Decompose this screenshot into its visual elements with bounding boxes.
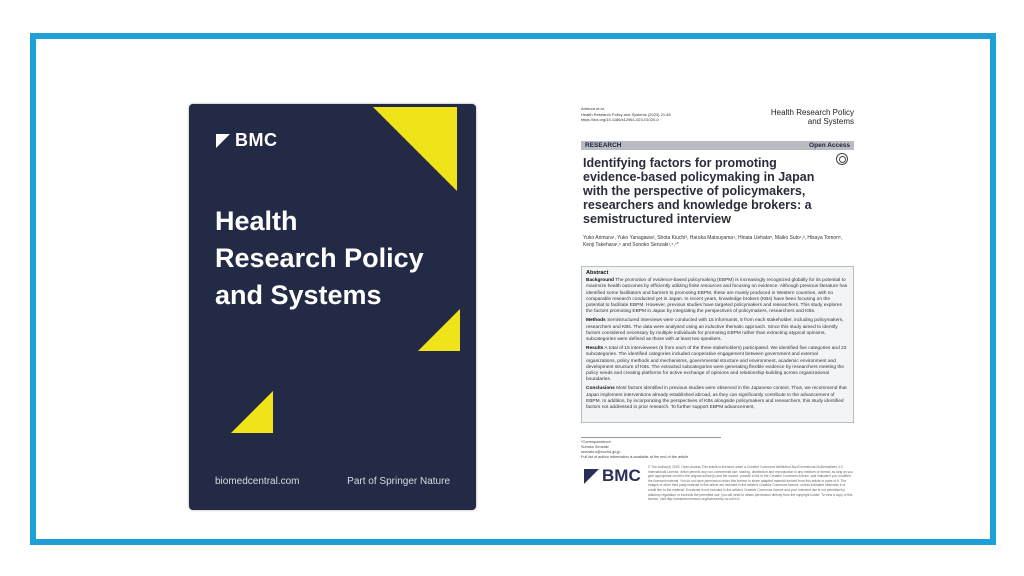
abstract-label: Background [586, 278, 614, 284]
cover-title [215, 203, 455, 314]
abstract-label: Conclusions [586, 386, 615, 392]
yellow-triangle-top [373, 107, 457, 191]
cover-publisher: Part of Springer Nature [347, 476, 450, 487]
abstract-text: Semistructured interviews were conducted with 15 informants, 5 from each stakeholder, including policymakers, researchers and KBs. The data were analysed using an inductive thematic approach. Since this study aimed to identify factors considered necessary by multiple individuals for promoting EBPM rather than extracting atypical opinions, subcategories were defined as those with at least two speakers. [586, 318, 844, 343]
abstract-section [586, 278, 849, 315]
article-journal-name: Health Research Policy and Systems [770, 108, 854, 126]
article-title: Identifying factors for promoting evidence-based policymaking in Japan with the perspective of policymakers, researchers and knowledge brokers: a semistructured interview [583, 156, 815, 226]
correspondence-footnote [581, 437, 721, 460]
cover-title-line: and Systems [215, 280, 382, 310]
abstract-section [586, 386, 849, 411]
article-authors: Yuko Arimura¹, Yuko Yanagawa², Shota Kiuchi³, Haruka Matsuyama⁴, Hinata Uehata⁵, Maiko Suto¹,², Hisaya Tomori⁶, Kenji Takehara¹,⁵ and Sonoko Senzaki¹,⁵,⁷* [583, 235, 843, 248]
yellow-triangle-lower [231, 391, 273, 433]
bmc-logo-icon [216, 134, 230, 148]
cover-bmc-logo [216, 130, 278, 151]
open-access-label: Open Access [809, 142, 850, 149]
cover-logo-text: BMC [235, 130, 278, 150]
article-meta [581, 106, 701, 123]
footnote-line: Sonoko Senzaki [581, 445, 609, 449]
check-for-updates-icon [836, 153, 848, 165]
footnote-line: Full list of author information is available at the end of the article [581, 455, 689, 459]
abstract-label: Results [586, 346, 604, 352]
journal-cover [189, 104, 476, 510]
abstract-section [586, 346, 849, 383]
article-logo-text: BMC [602, 466, 641, 485]
footnote-line: senzaki-s@ncchd.go.jp [581, 450, 621, 454]
abstract-text: A total of 15 interviewees (5 from each of the three stakeholders) participated. We identified five categories and 23 subcategories. The identified categories included cooperative engagement between government and external organizations, policy methods and mechanisms, governmental structure and environment, academic environment and development structure of KBs. The extracted subcategories were generating flexible evidence by researchers meeting the policy needs and creating platforms for active exchange of opinions and relationship-building across organizational boundaries. [586, 346, 847, 383]
article-page [580, 104, 858, 516]
section-label: RESEARCH [585, 142, 622, 149]
bmc-logo-icon [584, 469, 599, 484]
meta-doi: https://doi.org/10.1186/s12961-023-01020-0 [581, 117, 659, 122]
abstract-box [581, 266, 854, 423]
section-bar [581, 141, 854, 150]
yellow-triangle-middle [418, 309, 460, 351]
cover-site-url: biomedcentral.com [215, 476, 300, 487]
meta-citation: Health Research Policy and Systems (2023) 21:48 [581, 111, 671, 117]
abstract-section [586, 318, 849, 343]
meta-authors: Arimura et al. [581, 106, 605, 111]
abstract-label: Methods [586, 318, 606, 324]
abstract-text: The promotion of evidence-based policymaking (EBPM) is increasingly recognized globally for its potential to maximize health outcomes by efficiently utilizing finite resources and focusing on evidence. Although previous literature has identified some facilitators and barriers to promoting EBPM, these are mainly produced in Western countries, with no comparable research conducted yet in Japan. In recent years, knowledge brokers (KBs) have been focusing on the potential to facilitate EBPM. However, previous studies have targeted policymakers and researchers. This study explores the factors promoting EBPM in Japan by integrating the perspectives of policymakers, researchers and KBs. [586, 278, 848, 315]
article-bmc-logo [584, 466, 641, 486]
cover-title-line: Health [215, 206, 298, 236]
abstract-text: Most factors identified in previous studies were observed in the Japanese context. Thus, we recommend that Japan implement interventions already established abroad, as they can significantly contribute to the advancement of EBPM. In addition, by incorporating the perspectives of KBs alongside policymakers and researchers, this study identified factors not addressed in prior research. To further support EBPM advancement, [586, 386, 847, 411]
cover-title-line: Research Policy [215, 243, 424, 273]
abstract-heading: Abstract [586, 270, 609, 276]
footnote-line: *Correspondence: [581, 440, 612, 444]
license-text: © The Author(s) 2023. Open Access This article is licensed under a Creative Commons Attribution-NonCommercial-NoDerivatives 4.0 International License, which permits any non-commercial use, sharing, distribution and reproduction in any medium or format, as long as you give appropriate credit to the original author(s) and the source, provide a link to the Creative Commons licence, and indicate if you modified the licensed material. You do not have permission under this licence to share adapted material derived from this article or parts of it. The images or other third party material in this article are included in the article's Creative Commons licence, unless indicated otherwise in a credit line to the material. If material is not included in the article's Creative Commons licence and your intended use is not permitted by statutory regulation or exceeds the permitted use, you will need to obtain permission directly from the copyright holder. To view a copy of this licence, visit http://creativecommons.org/licenses/by-nc-nd/4.0/. [648, 465, 853, 502]
